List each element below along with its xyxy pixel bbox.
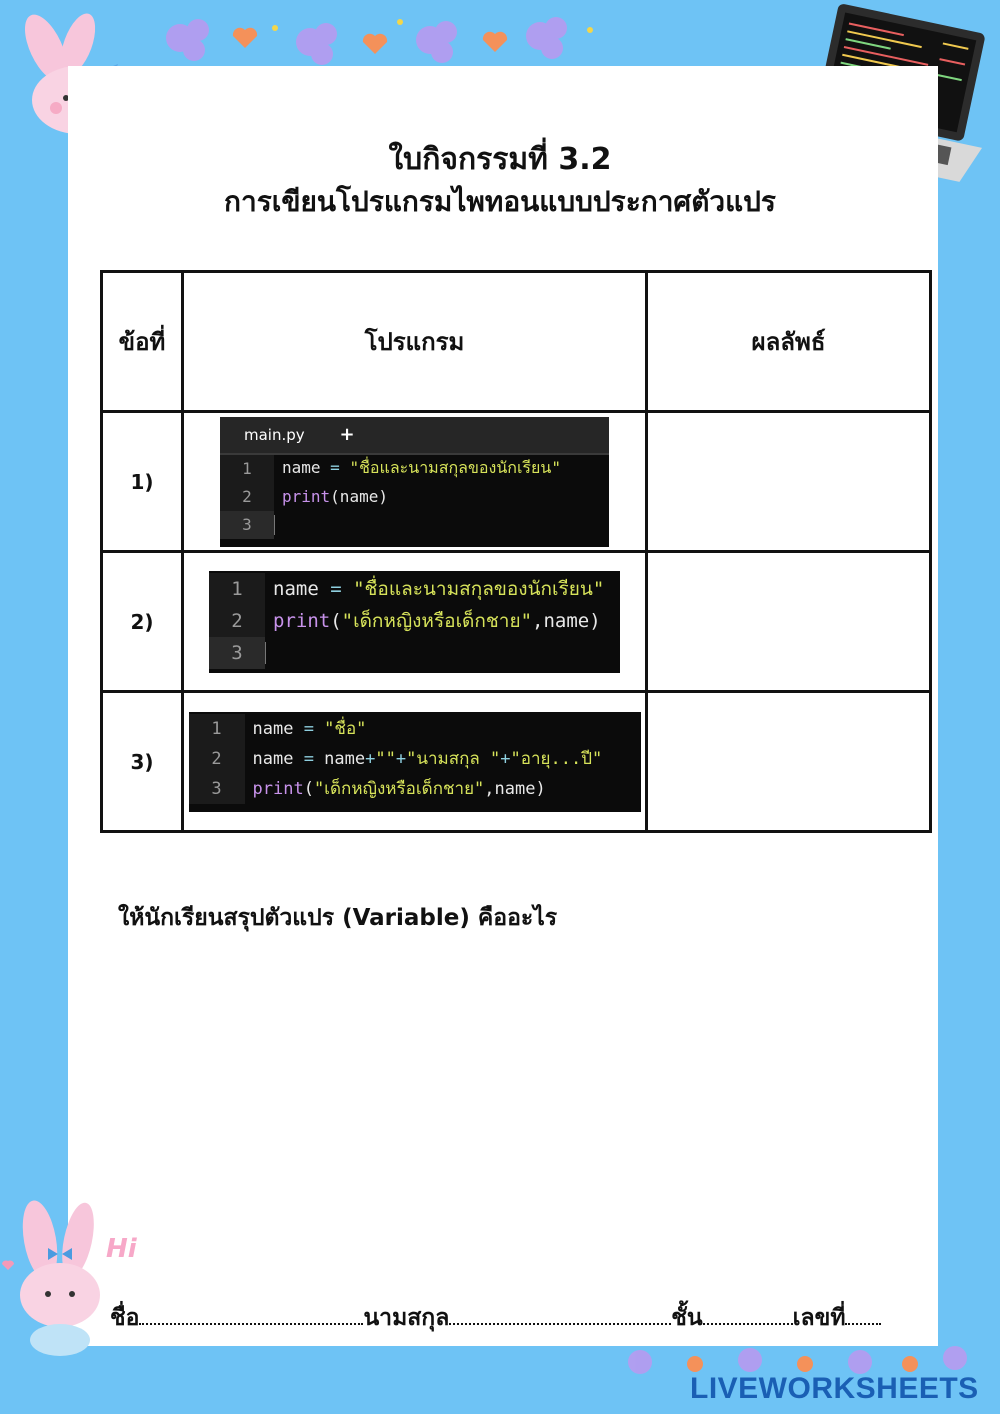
code-line [220, 483, 609, 511]
code-line [189, 774, 641, 804]
code-line [209, 637, 620, 669]
table-row [102, 552, 931, 692]
editor-tab-bar [220, 417, 609, 455]
result-cell[interactable] [647, 552, 931, 692]
line-number: 3 [220, 511, 274, 539]
line-number: 2 [209, 605, 265, 637]
line-number: 3 [189, 774, 245, 804]
surname-label: นามสกุล [363, 1305, 450, 1331]
result-cell[interactable] [647, 412, 931, 552]
worksheet-title: ใบกิจกรรมที่ 3.2 [388, 142, 612, 177]
line-number: 3 [209, 637, 265, 669]
file-tab: main.py [244, 425, 305, 444]
program-cell [183, 552, 647, 692]
code-text: name = "ชื่อ" [252, 719, 367, 739]
code-editor-2 [209, 571, 620, 673]
row-number: 1) [102, 412, 183, 552]
line-number: 1 [209, 573, 265, 605]
code-editor-3 [189, 712, 641, 812]
cursor [265, 642, 274, 664]
code-text: print("เด็กหญิงหรือเด็กชาย",name) [252, 779, 546, 799]
table-row [102, 692, 931, 832]
number-label: เลขที่ [792, 1305, 846, 1331]
code-line [209, 573, 620, 605]
table-header-row [102, 272, 931, 412]
code-text: print(name) [282, 487, 388, 506]
add-tab-icon: + [339, 423, 355, 445]
number-blank[interactable] [845, 1305, 881, 1325]
table-row [102, 412, 931, 552]
class-blank[interactable] [703, 1305, 793, 1325]
program-cell [183, 412, 647, 552]
code-line [189, 744, 641, 774]
line-number: 2 [220, 483, 274, 511]
summary-question: ให้นักเรียนสรุปตัวแปร (Variable) คืออะไร [118, 905, 558, 931]
code-line [220, 455, 609, 483]
liveworksheets-logo: LIVEWORKSHEETS [690, 1372, 979, 1405]
activity-table [100, 270, 932, 833]
surname-blank[interactable] [449, 1305, 671, 1325]
hi-text: Hi [106, 1234, 137, 1264]
bunny-illustration-bottom [0, 1190, 110, 1360]
code-line [220, 511, 609, 539]
student-info-line [110, 1300, 881, 1336]
line-number: 1 [189, 714, 245, 744]
cursor [274, 515, 283, 535]
header-result: ผลลัพธ์ [647, 272, 931, 412]
name-label: ชื่อ [110, 1305, 140, 1331]
code-editor-1 [220, 417, 609, 547]
code-text: name = "ชื่อและนามสกุลของนักเรียน" [273, 577, 605, 600]
class-label: ชั้น [671, 1305, 703, 1331]
header-number: ข้อที่ [102, 272, 183, 412]
result-cell[interactable] [647, 692, 931, 832]
worksheet-subtitle: การเขียนโปรแกรมไพทอนแบบประกาศตัวแปร [224, 185, 776, 218]
code-text: print("เด็กหญิงหรือเด็กชาย",name) [273, 609, 601, 632]
code-text: name = name+""+"นามสกุล "+"อายุ...ปี" [252, 749, 603, 769]
name-blank[interactable] [139, 1305, 363, 1325]
line-number: 1 [220, 455, 274, 483]
line-number: 2 [189, 744, 245, 774]
code-text: name = "ชื่อและนามสกุลของนักเรียน" [282, 458, 561, 477]
header-program: โปรแกรม [183, 272, 647, 412]
program-cell [183, 692, 647, 832]
code-line [189, 714, 641, 744]
code-line [209, 605, 620, 637]
row-number: 3) [102, 692, 183, 832]
row-number: 2) [102, 552, 183, 692]
